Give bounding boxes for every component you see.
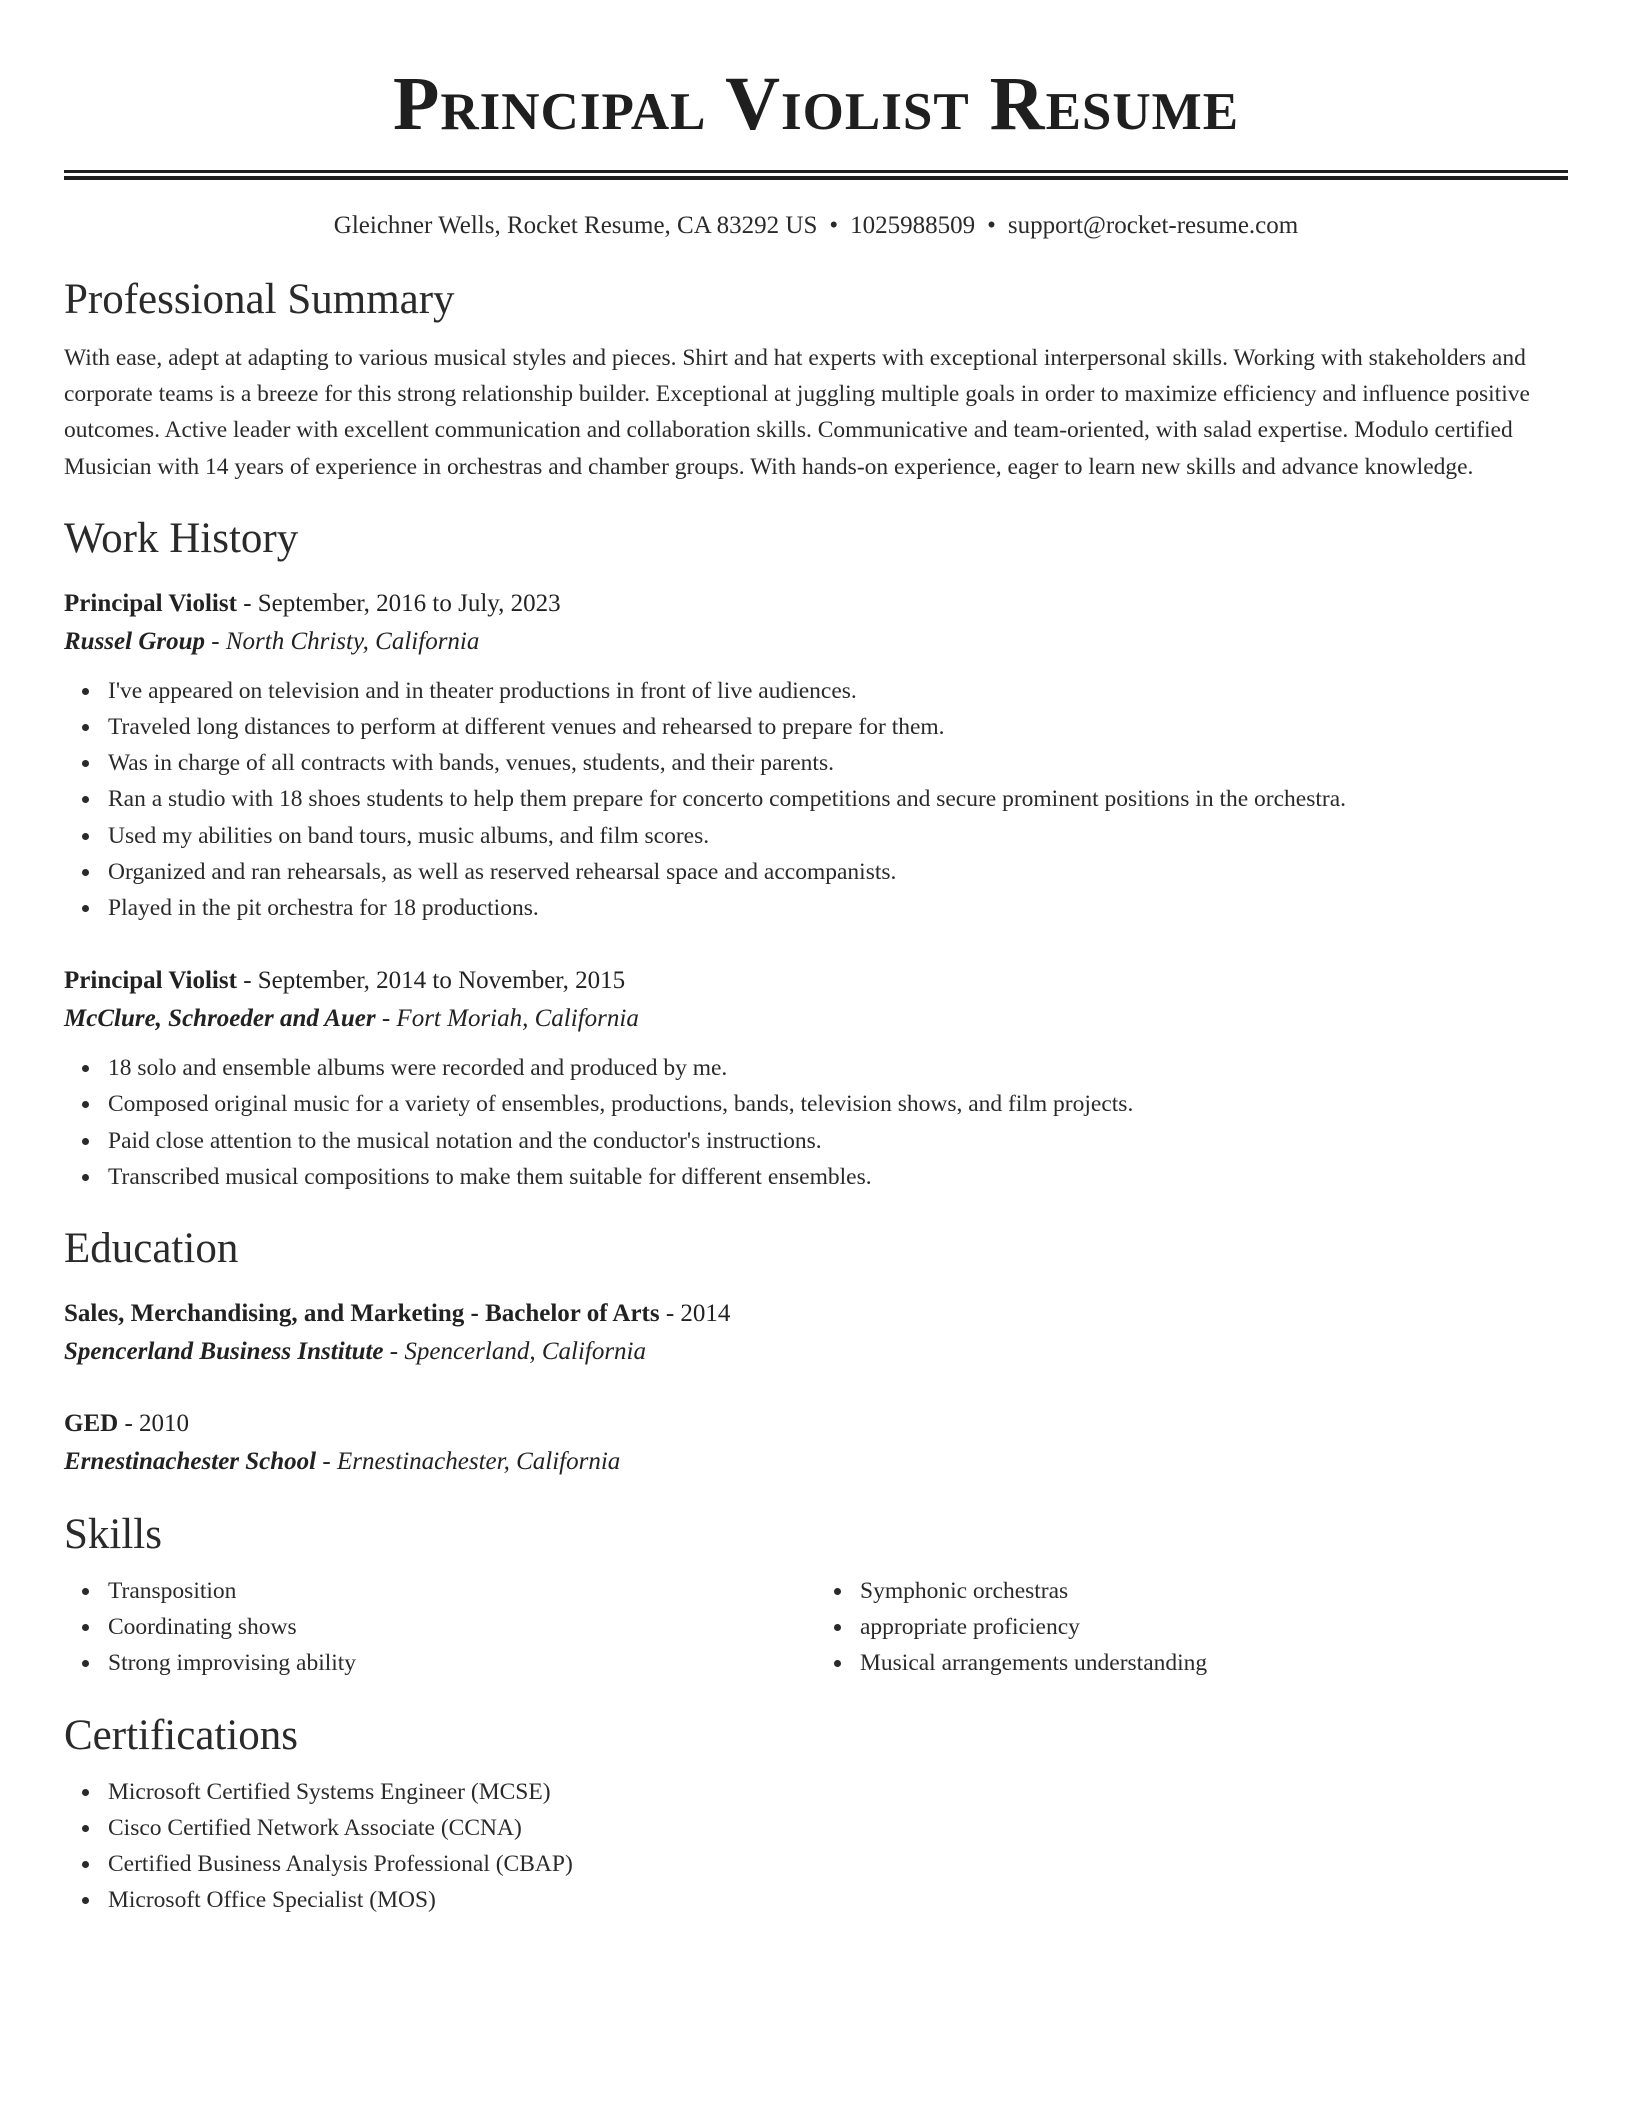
job-title-line: [64, 585, 1568, 623]
list-item: Symphonic orchestras: [860, 1573, 1568, 1609]
list-item: I've appeared on television and in theater productions in front of live audiences.: [108, 673, 1568, 709]
skills-heading: Skills: [64, 1511, 162, 1559]
list-item: Played in the pit orchestra for 18 productions.: [108, 890, 1568, 926]
page-title: Principal Violist Resume: [392, 62, 1240, 146]
job-company: Russel Group: [64, 627, 206, 655]
list-item: Strong improvising ability: [108, 1645, 816, 1681]
job-dates: - September, 2016 to July, 2023: [236, 589, 561, 617]
certifications-section: [64, 1710, 1568, 1919]
education-degree: GED: [64, 1410, 119, 1438]
education-school-line: [64, 1443, 1568, 1481]
education-degree-line: [64, 1295, 1568, 1333]
job-company-line: [64, 1000, 1568, 1038]
job-entry: [64, 962, 1568, 1195]
job-title: Principal Violist: [64, 589, 237, 617]
job-company: McClure, Schroeder and Auer: [64, 1005, 376, 1033]
list-item: Paid close attention to the musical notation and the conductor's instructions.: [108, 1123, 1568, 1159]
skills-column-left: [64, 1573, 816, 1682]
list-item: Transposition: [108, 1573, 816, 1609]
education-school: Ernestinachester School: [64, 1448, 317, 1476]
summary-heading: Professional Summary: [64, 276, 455, 323]
list-item: Organized and ran rehearsals, as well as reserved rehearsal space and accompanists.: [108, 854, 1568, 890]
skills-grid: [64, 1573, 1568, 1682]
job-company-line: [64, 623, 1568, 661]
job-bullets: [64, 673, 1568, 926]
list-item: Cisco Certified Network Associate (CCNA): [108, 1810, 1568, 1846]
work-history-section: [64, 513, 1568, 1195]
education-degree: Sales, Merchandising, and Marketing - Bachelor of Arts: [64, 1300, 660, 1328]
list-item: Composed original music for a variety of ensembles, productions, bands, television shows, and film projects.: [108, 1086, 1568, 1122]
certifications-list: [64, 1774, 1568, 1919]
list-item: 18 solo and ensemble albums were recorded and produced by me.: [108, 1050, 1568, 1086]
title-divider: [64, 170, 1568, 180]
education-school: Spencerland Business Institute: [64, 1338, 384, 1366]
summary-text: With ease, adept at adapting to various musical styles and pieces. Shirt and hat experts with exceptional interpersonal skills. Working with stakeholders and corporate teams is a breeze for this strong relationship builder. Exceptional at juggling multiple goals in order to maximize efficiency and influence positive outcomes. Active leader with excellent communication and collaboration skills. Communicative and team-oriented, with salad expertise. Modulo certified Musician with 14 years of experience in orchestras and chamber groups. With hands-on experience, eager to learn new skills and advance knowledge.: [64, 345, 1530, 480]
education-school-line: [64, 1333, 1568, 1371]
education-section: [64, 1223, 1568, 1481]
education-degree-line: [64, 1405, 1568, 1443]
list-item: Coordinating shows: [108, 1609, 816, 1645]
list-item: appropriate proficiency: [860, 1609, 1568, 1645]
education-year: - 2014: [659, 1300, 731, 1328]
list-item: Microsoft Certified Systems Engineer (MCSE): [108, 1774, 1568, 1810]
education-location: - Ernestinachester, California: [316, 1448, 621, 1476]
summary-section: [64, 274, 1568, 485]
list-item: Transcribed musical compositions to make them suitable for different ensembles.: [108, 1159, 1568, 1195]
list-item: Certified Business Analysis Professional (CBAP): [108, 1846, 1568, 1882]
contact-email: support@rocket-resume.com: [1007, 212, 1299, 239]
list-item: Musical arrangements understanding: [860, 1645, 1568, 1681]
contact-phone: 1025988509: [850, 212, 976, 239]
education-year: - 2010: [118, 1410, 190, 1438]
list-item: Used my abilities on band tours, music albums, and film scores.: [108, 818, 1568, 854]
job-bullets: [64, 1050, 1568, 1195]
contact-separator: •: [829, 212, 839, 239]
job-dates: - September, 2014 to November, 2015: [236, 967, 626, 995]
work-history-heading: Work History: [64, 514, 299, 562]
list-item: Traveled long distances to perform at different venues and rehearsed to prepare for them.: [108, 709, 1568, 745]
education-entry: [64, 1295, 1568, 1371]
job-title-line: [64, 962, 1568, 1000]
job-title: Principal Violist: [64, 967, 237, 995]
job-location: - North Christy, California: [205, 627, 480, 655]
contact-address: Gleichner Wells, Rocket Resume, CA 83292 US: [333, 212, 818, 239]
education-location: - Spencerland, California: [383, 1338, 647, 1366]
job-location: - Fort Moriah, California: [375, 1005, 639, 1033]
contact-separator: •: [987, 212, 996, 239]
job-entry: [64, 585, 1568, 926]
list-item: Was in charge of all contracts with bands, venues, students, and their parents.: [108, 745, 1568, 781]
list-item: Microsoft Office Specialist (MOS): [108, 1882, 1568, 1918]
education-heading: Education: [64, 1225, 239, 1273]
education-entry: [64, 1405, 1568, 1481]
certifications-heading: Certifications: [64, 1711, 299, 1759]
skills-column-right: [816, 1573, 1568, 1682]
list-item: Ran a studio with 18 shoes students to help them prepare for concerto competitions and secure prominent positions in the orchestra.: [108, 781, 1568, 817]
skills-section: [64, 1509, 1568, 1682]
contact-line: [64, 210, 1568, 242]
